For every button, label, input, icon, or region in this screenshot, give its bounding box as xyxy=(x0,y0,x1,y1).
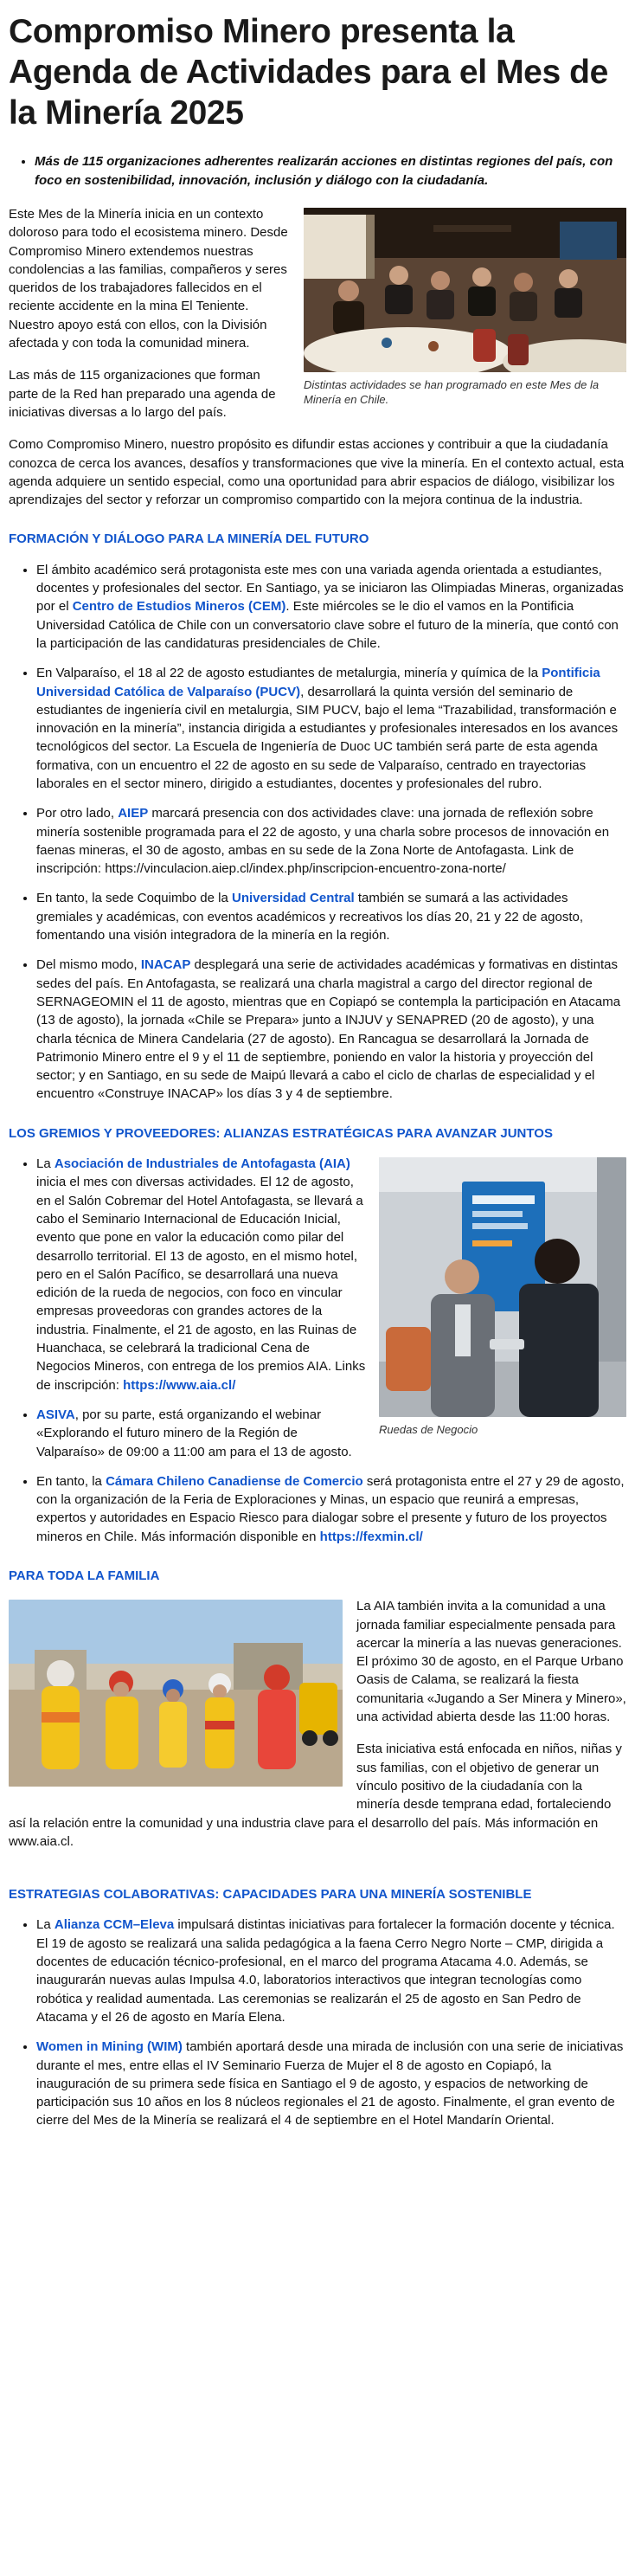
link-cem[interactable]: Centro de Estudios Mineros (CEM) xyxy=(72,599,286,615)
conference-photo-caption: Distintas actividades se han programado en este Mes de la Minería en Chile. xyxy=(304,377,600,406)
lead-bullet xyxy=(35,152,626,190)
conference-photo-image xyxy=(304,208,626,372)
bullet-text xyxy=(36,1156,365,1393)
link-aiep[interactable]: AIEP xyxy=(118,806,149,821)
formacion-list xyxy=(9,561,626,1104)
list-item xyxy=(36,561,626,653)
text-segment: La xyxy=(36,1156,55,1172)
section-heading-estrategias: ESTRATEGIAS COLABORATIVAS: CAPACIDADES PARA UNA MINERÍA SOSTENIBLE xyxy=(9,1887,532,1903)
section-heading-formacion: FORMACIÓN Y DIÁLOGO PARA LA MINERÍA DEL FUTURO xyxy=(9,531,369,547)
link-pucv[interactable]: Pontificia Universidad Católica de Valparaíso (PUCV) xyxy=(36,666,600,699)
link-universidad-central[interactable]: Universidad Central xyxy=(231,891,355,906)
link-wim[interactable]: Women in Mining (WIM) xyxy=(36,2039,183,2055)
text-segment: . Este miércoles se le dio el vamos en la Pontificia Universidad Católica de Chile con un conversatorio clave sobre el futuro de la minería, que contó con la participación de las candidaturas presidenciales de Chile. xyxy=(36,599,619,651)
estrategias-list xyxy=(9,1916,626,2129)
text-segment: https://vinculacion.aiep.cl/index.php/inscripcion-encuentro-zona-norte/ xyxy=(105,861,506,877)
gremios-list xyxy=(9,1155,626,1546)
text-segment: será protagonista entre el 27 y 29 de agosto, con la organización de la Feria de Exploraciones y Minas, un espacio que reunirá a empresas, expertos y autoridades en Espacio Riesco para dialogar sobre el presente y futuro de los proyectos mineros en Chile. Más información disponible en xyxy=(36,1473,625,1544)
familia-paragraph-1: La AIA también invita a la comunidad a una jornada familiar especialmente pensada para acercar la minería a las nuevas generaciones. El próximo 30 de agosto, en el Parque Urbano Oasis de Calama, se realizará la fiesta comunitaria «Jugando a Ser Minera y Minero», una actividad abierta desde las 11:00 horas. xyxy=(356,1599,626,1725)
bullet-text xyxy=(36,806,609,876)
bullet-text xyxy=(36,1407,352,1459)
text-segment: Por otro lado, xyxy=(36,806,119,821)
list-item xyxy=(36,2038,626,2129)
list-item xyxy=(36,664,626,793)
article-title: Compromiso Minero presenta la Agenda de Actividades para el Mes de la Minería 2025 xyxy=(9,13,608,132)
familia-section xyxy=(9,1597,626,1864)
text-segment: En Valparaíso, el 18 al 22 de agosto estudiantes de metalurgia, minería y química de la xyxy=(36,666,542,681)
text-segment: desplegará una serie de actividades académicas y formativas en distintas sedes del país. En Antofagasta, se realizará una charla magistral a cargo del director regional de SERNAGEOMIN el 11 de agosto, mientras que en Copiapó se contempla la participación en Atacama (13 de agosto), la jornada «Chile se Prepara» junto a INJUV y SENAPRED (20 de agosto), y una charla técnica de Minera Candelaria (27 de agosto). En Rancagua se desarrollará la Jornada de Patrimonio Minero entre el 9 y el 11 de septiembre, poniendo en valor la historia y proyección del sector; y en Santiago, en su sede de Maipú llevará a cabo el ciclo de charlas de especialidad y el encuentro «Construye INACAP» los días 3 y 4 de septiembre. xyxy=(36,957,621,1102)
familia-paragraph-2: Esta iniciativa está enfocada en niños, niñas y sus familias, con el objetivo de generar un vínculo positivo de la ciudadanía con la minería desde temprana edad, fortaleciendo así la relación entre la comunidad y una industria clave para el desarrollo del país. Más información en www.aia.cl. xyxy=(9,1742,622,1849)
section-heading-gremios: LOS GREMIOS Y PROVEEDORES: ALIANZAS ESTRATÉGICAS PARA AVANZAR JUNTOS xyxy=(9,1125,553,1141)
text-segment: marcará presencia con dos actividades clave: una jornada de reflexión sobre minería sostenible programada para el 22 de agosto, y una charla sobre procesos de innovación en faenas mineras, el 30 de agosto, ambas en su sede de la Zona Norte de Antofagasta. Link de inscripción: xyxy=(36,806,610,877)
bullet-text xyxy=(36,891,583,943)
list-item xyxy=(36,1916,626,2026)
text-segment: también se sumará a las actividades gremiales y académicas, con eventos académicos y recreativos los días 20, 21 y 22 de agosto, fomentando una visión integradora de la minería en la región. xyxy=(36,891,583,943)
text-segment: inicia el mes con diversas actividades. El 12 de agosto, en el Salón Cobremar del Hotel Antofagasta, se llevará a cabo el Seminario Internacional de Educación Inicial, evento que pone en valor la educación como pilar del desarrollo territorial. El 13 de agosto, en el mismo hotel, pero en el Salón Pacífico, se desarrollará una nueva edición de la rueda de negocios, con foco en vincular empresas proveedoras con grandes actores de la industria. Finalmente, el 21 de agosto, en las Ruinas de Huanchaca, se celebrará la tradicional Cena de Negocios Mineros, con entrega de los premios AIA. Links de inscripción: xyxy=(36,1175,366,1393)
text-segment: , desarrollará la quinta versión del seminario de estudiantes de ingeniería civil en metalurgia, SIM PUCV, bajo el lema “Trazabilidad, transformación e innovación en la minería”, instancia dirigida a estudiantes y profesionales interesados en los avances tecnológicos del sector. La Escuela de Ingeniería de Duoc UC también será parte de esta agenda formativa, con un encuentro el 22 de agosto en su sede de Valparaíso, centrado en trayectorias laborales en el sector minero, dirigido a estudiantes, docentes y profesionales del rubro. xyxy=(36,684,619,791)
bullet-text xyxy=(36,1917,615,2024)
list-item xyxy=(36,889,626,944)
text-segment: La xyxy=(36,1917,55,1933)
business-photo-caption: • Ruedas de Negocio xyxy=(379,1423,478,1437)
family-photo-figure xyxy=(9,1600,343,1787)
conference-photo-figure xyxy=(304,208,626,408)
family-event-photo-image xyxy=(9,1600,343,1787)
text-segment: En tanto, la sede Coquimbo de la xyxy=(36,891,232,906)
list-item xyxy=(36,956,626,1103)
bullet-text xyxy=(36,957,620,1101)
section-heading-familia: PARA TODA LA FAMILIA xyxy=(9,1568,160,1583)
bullet-text xyxy=(36,563,624,651)
bullet-text xyxy=(36,1474,625,1544)
business-meeting-photo-image xyxy=(379,1157,626,1417)
bullet-text xyxy=(36,2039,623,2128)
text-segment: también aportará desde una mirada de inclusión con una serie de iniciativas durante el mes, entre ellas el IV Seminario Fuerza de Mujer el 8 de agosto en Copiapó, la inauguración de su primera sede física en Santiago el 9 de agosto, y espacios de networking de participación sus 10 años en los 8 núcleos regionales el 21 de agosto. Finalmente, el gran evento de cierre del Mes de la Minería se realizará el 4 de septiembre en el Hotel Mandarín Oriental. xyxy=(36,2039,624,2128)
lead-text: Más de 115 organizaciones adherentes realizarán acciones en distintas regiones del país, con foco en sostenibilidad, innovación, inclusión y diálogo con la ciudadanía. xyxy=(35,154,613,188)
lead-list xyxy=(9,152,626,190)
opening-paragraph-2: Las más de 115 organizaciones que forman parte de la Red han preparado una agenda de iniciativas diversas a lo largo del país. xyxy=(9,368,276,420)
link-ccm-eleva[interactable]: Alianza CCM–Eleva xyxy=(54,1917,175,1933)
list-item xyxy=(36,1472,626,1546)
opening-paragraph-3: Como Compromiso Minero, nuestro propósito es difundir estas acciones y contribuir a que la ciudadanía conozca de cerca los avances, desafíos y transformaciones que vive la minería. En el contexto actual, esta agenda adquiere un sentido especial, como una oportunidad para abrir espacios de diálogo, visibilizar los aprendizajes del sector y reforzar un compromiso compartido con la mejora continua de la industria. xyxy=(9,437,625,508)
bullet-text xyxy=(36,666,618,791)
link-inacap[interactable]: INACAP xyxy=(140,957,191,973)
business-photo-figure xyxy=(379,1157,626,1438)
text-segment: El ámbito académico será protagonista este mes con una variada agenda orientada a estudiantes, docentes y profesionales del sector. En Santiago, ya se iniciaron las Olimpiadas Mineras, organizadas por el xyxy=(36,562,624,615)
link-fexmin-url[interactable]: https://fexmin.cl/ xyxy=(319,1529,423,1544)
text-segment: En tanto, la xyxy=(36,1473,106,1489)
text-segment: , por su parte, está organizando el webinar «Explorando el futuro minero de la Región de Valparaíso» de 09:00 a 11:00 am para el 13 de agosto. xyxy=(36,1407,352,1459)
list-item xyxy=(36,804,626,878)
text-segment: impulsará distintas iniciativas para fortalecer la formación docente y técnica. El 19 de agosto se realizará una salida pedagógica a la faena Cerro Negro Norte – CMP, dirigida a docentes de educación técnico-profesional, en el marco del programa Atacama 4.0. Además, se inaugurarán nuevas aulas Impulsa 4.0, laboratorios interactivos que integran tecnologías como robótica y realidad aumentada. Las ceremonias se realizarán el 25 de agosto en San Pedro de Atacama y el 26 de agosto en María Elena. xyxy=(36,1917,615,2025)
link-aia-url[interactable]: https://www.aia.cl/ xyxy=(123,1377,236,1393)
opening-section xyxy=(9,205,626,509)
link-aia[interactable]: Asociación de Industriales de Antofagasta (AIA) xyxy=(54,1156,350,1172)
opening-paragraph-1: Este Mes de la Minería inicia en un contexto doloroso para todo el ecosistema minero. Desde Compromiso Minero extendemos nuestras condolencias a las familias, compañeros y seres queridos de los trabajadores fallecidos en el reciente accidente en la mina El Teniente. Nuestro apoyo está con ellos, con la División afectada y con toda la comunidad minera. xyxy=(9,206,288,351)
text-segment: Del mismo modo, xyxy=(36,957,141,973)
link-camara-chileno-canadiense[interactable]: Cámara Chileno Canadiense de Comercio xyxy=(106,1473,363,1489)
link-asiva[interactable]: ASIVA xyxy=(36,1407,75,1422)
